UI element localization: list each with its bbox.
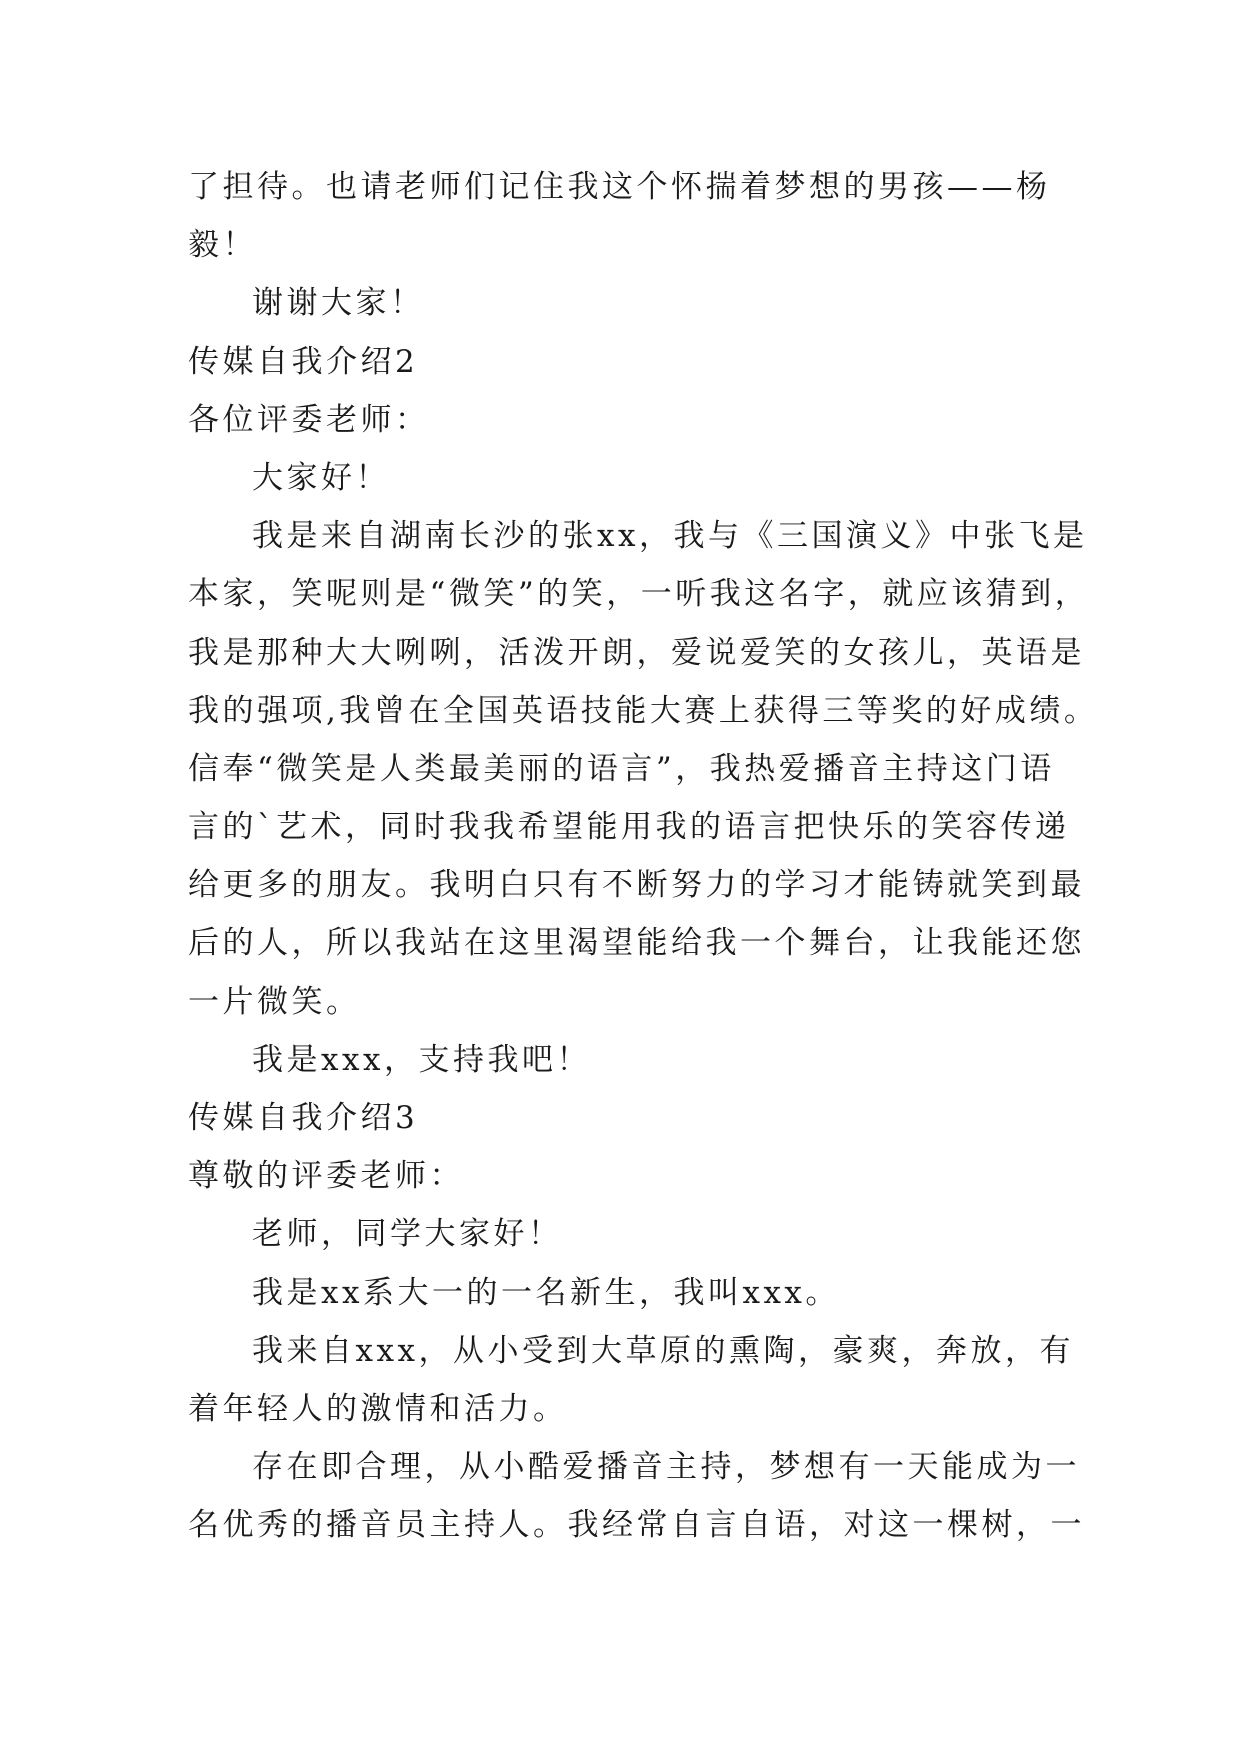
text-line: 本家，笑呢则是“微笑”的笑，一听我这名字，就应该猜到， (188, 576, 1090, 613)
section-heading: 传媒自我介绍2 (188, 343, 419, 380)
salutation: 各位评委老师： (188, 401, 430, 438)
text-line: 我来自xxx，从小受到大草原的熏陶，豪爽，奔放，有 (252, 1332, 1074, 1369)
text-line: 一片微笑。 (188, 983, 361, 1020)
text-line: 后的人，所以我站在这里渴望能给我一个舞台，让我能还您 (188, 925, 1085, 962)
document-body (188, 158, 1099, 1555)
text-line: 名优秀的播音员主持人。我经常自言自语，对这一棵树，一 (188, 1507, 1085, 1544)
text-line: 谢谢大家！ (252, 285, 425, 322)
text-line: 给更多的朋友。我明白只有不断努力的学习才能铸就笑到最 (188, 867, 1085, 904)
text-line: 言的`艺术，同时我我希望能用我的语言把快乐的笑容传递 (188, 809, 1070, 846)
text-line: 着年轻人的激情和活力。 (188, 1390, 568, 1427)
text-line: 信奉“微笑是人类最美丽的语言”，我热爱播音主持这门语 (188, 750, 1055, 787)
section-heading: 传媒自我介绍3 (188, 1100, 419, 1136)
text-line: 毅！ (188, 227, 257, 264)
text-line: 我是xx系大一的一名新生，我叫xxx。 (252, 1274, 840, 1311)
text-line: 存在即合理，从小酷爱播音主持，梦想有一天能成为一 (252, 1449, 1080, 1486)
text-line: 我是那种大大咧咧，活泼开朗，爱说爱笑的女孩儿，英语是 (188, 634, 1085, 671)
text-line: 我的强项,我曾在全国英语技能大赛上获得三等奖的好成绩。 (188, 692, 1099, 729)
text-line: 大家好！ (252, 459, 390, 496)
text-line: 我是xxx，支持我吧！ (252, 1041, 591, 1078)
text-line: 我是来自湖南长沙的张xx，我与《三国演义》中张飞是 (252, 518, 1088, 555)
salutation: 尊敬的评委老师： (188, 1158, 464, 1195)
text-line: 老师，同学大家好！ (252, 1216, 563, 1253)
text-line: 了担待。也请老师们记住我这个怀揣着梦想的男孩——杨 (188, 169, 1051, 205)
